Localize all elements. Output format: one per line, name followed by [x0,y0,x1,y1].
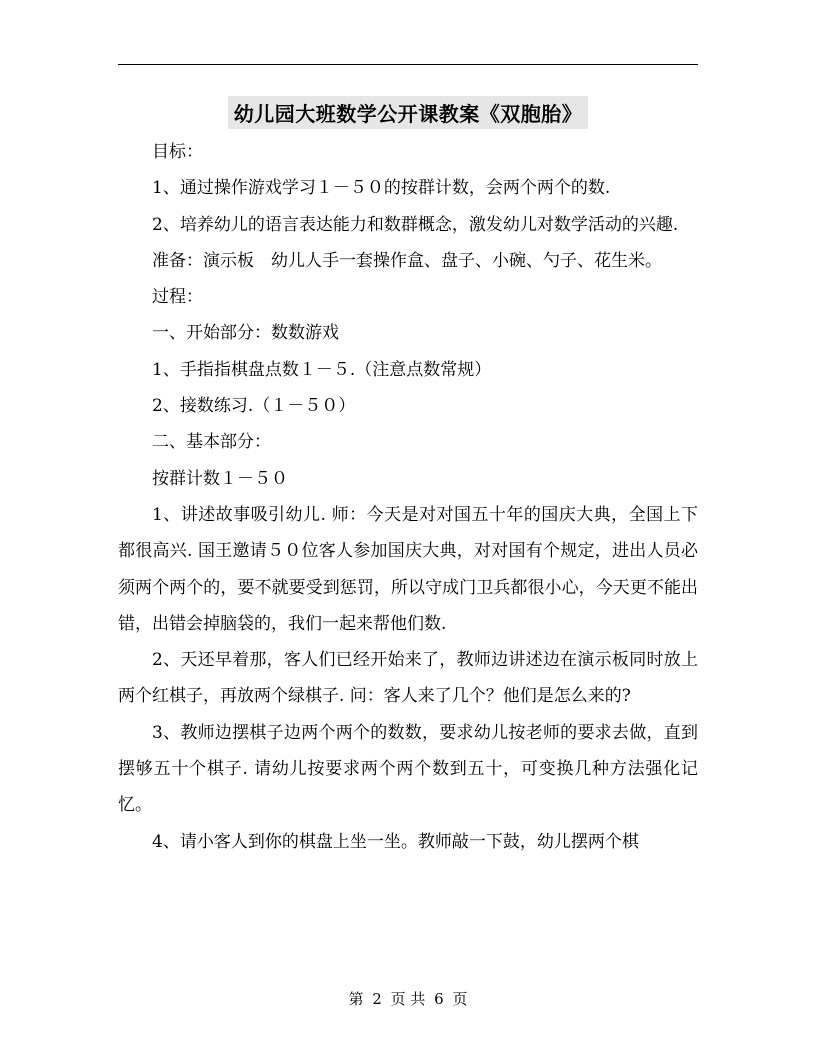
footer-suffix: 页 [452,990,468,1008]
paragraph-group-counting: 按群计数１－５０ [152,468,288,489]
page-footer [0,988,816,1009]
document-body [118,134,698,860]
paragraph-story: 1、讲述故事吸引幼儿. 师：今天是对对国五十年的国庆大典，全国上下都很高兴. 国王邀请５０位客人参加国庆大典，对对国有个规定，进出人员必须两个两个的，要不就要受到惩罚，所以守成门卫兵都很小心，今天更不能出错，出错会掉脑袋的，我们一起来帮他们数. [118,504,698,634]
header-rule [118,64,698,65]
paragraph-part-1-heading: 一、开始部分：数数游戏 [152,323,339,344]
paragraph-goal-2: 2、培养幼儿的语言表达能力和数群概念，激发幼儿对数学活动的兴趣. [152,214,679,235]
paragraph-counting-practice: 3、教师边摆棋子边两个两个的数数，要求幼儿按老师的要求去做，直到摆够五十个棋子. 请幼儿按要求两个两个数到五十，可变换几种方法强化记忆。 [118,722,698,816]
footer-middle: 页 共 [390,990,426,1008]
paragraph-part-1-step-1: 1、手指指棋盘点数１－５.（注意点数常规） [152,359,492,380]
footer-prefix: 第 [348,990,364,1008]
paragraph-guests: 4、请小客人到你的棋盘上坐一坐。教师敲一下鼓，幼儿摆两个棋 [152,831,639,852]
paragraph-part-2-heading: 二、基本部分： [152,432,271,453]
footer-page-number: 2 [372,990,382,1008]
title-container [0,96,816,129]
paragraph-preparation: 准备：演示板 幼儿人手一套操作盒、盘子、小碗、勺子、花生米。 [152,250,662,271]
footer-total-pages: 6 [434,990,444,1008]
paragraph-goal-heading: 目标： [152,142,203,162]
paragraph-part-1-step-2: 2、接数练习.（１－５０） [152,396,356,417]
document-title: 幼儿园大班数学公开课教案《双胞胎》 [228,96,589,129]
paragraph-demo-board: 2、天还早着那，客人们已经开始来了，教师边讲述边在演示板同时放上两个红棋子，再放两个绿棋子. 问：客人来了几个？他们是怎么来的? [118,650,698,707]
paragraph-goal-1: 1、通过操作游戏学习１－５０的按群计数，会两个两个的数. [152,178,611,199]
paragraph-process-heading: 过程： [152,287,203,308]
